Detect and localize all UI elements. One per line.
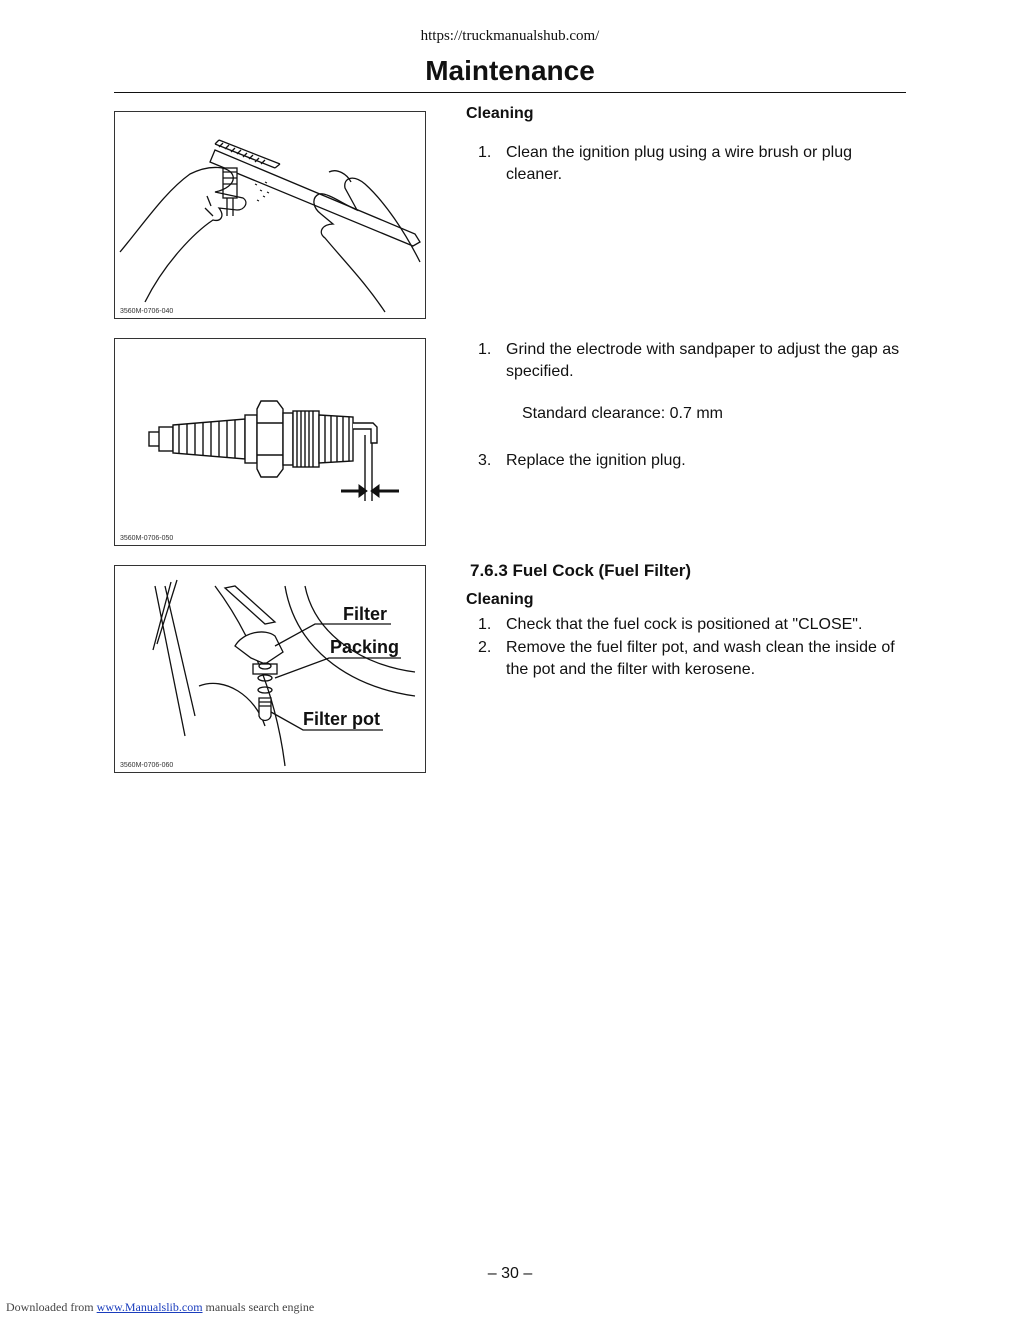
fuel-cleaning-heading: Cleaning bbox=[466, 591, 534, 608]
label-packing: Packing bbox=[330, 637, 400, 657]
page-title: Maintenance bbox=[425, 55, 595, 86]
fuel-cock-illustration bbox=[115, 566, 425, 772]
spark-plug-illustration bbox=[115, 339, 425, 545]
source-url: https://truckmanualshub.com/ bbox=[420, 28, 600, 44]
figure-code: 3560M-0706-050 bbox=[120, 535, 174, 542]
label-filter: Filter bbox=[343, 604, 388, 624]
step-number: 2. bbox=[478, 639, 492, 656]
step-number: 3. bbox=[478, 452, 492, 469]
step-number: 1. bbox=[478, 616, 492, 633]
footer-prefix: Downloaded from bbox=[6, 1300, 94, 1314]
title-rule bbox=[114, 92, 906, 93]
footer-suffix: manuals search engine bbox=[205, 1300, 315, 1314]
figure-code: 3560M-0706-040 bbox=[120, 308, 174, 315]
step-text: Remove the fuel filter pot, and wash clean the inside of the pot and the filter with kerosene. bbox=[506, 639, 895, 678]
step-number: 1. bbox=[478, 144, 492, 161]
manualslib-link[interactable]: www.Manualslib.com bbox=[96, 1300, 203, 1314]
step-text: Grind the electrode with sandpaper to adjust the gap as specified. bbox=[506, 341, 900, 380]
cleaning-step-1 bbox=[478, 142, 906, 186]
section-title-fuel-cock: 7.6.3 Fuel Cock (Fuel Filter) bbox=[470, 561, 692, 580]
adjust-step-3 bbox=[478, 450, 906, 472]
figure-fuel-cock bbox=[114, 565, 426, 773]
fuel-step-2 bbox=[478, 637, 906, 681]
step-text: Check that the fuel cock is positioned at "CLOSE". bbox=[506, 616, 863, 633]
step-text: Clean the ignition plug using a wire brush or plug cleaner. bbox=[506, 144, 852, 183]
wire-brush-illustration bbox=[115, 112, 425, 318]
step-text: Replace the ignition plug. bbox=[506, 452, 686, 469]
page-number: – 30 – bbox=[487, 1265, 533, 1282]
download-footer bbox=[6, 1300, 314, 1315]
figure-spark-plug-gap bbox=[114, 338, 426, 546]
label-filter-pot: Filter pot bbox=[303, 709, 380, 729]
adjust-step-1 bbox=[478, 339, 906, 383]
step-number: 1. bbox=[478, 341, 492, 358]
fuel-step-1 bbox=[478, 614, 906, 636]
standard-clearance: Standard clearance: 0.7 mm bbox=[522, 405, 723, 422]
cleaning-heading: Cleaning bbox=[466, 105, 534, 122]
figure-wire-brush bbox=[114, 111, 426, 319]
figure-code: 3560M-0706-060 bbox=[120, 762, 174, 769]
